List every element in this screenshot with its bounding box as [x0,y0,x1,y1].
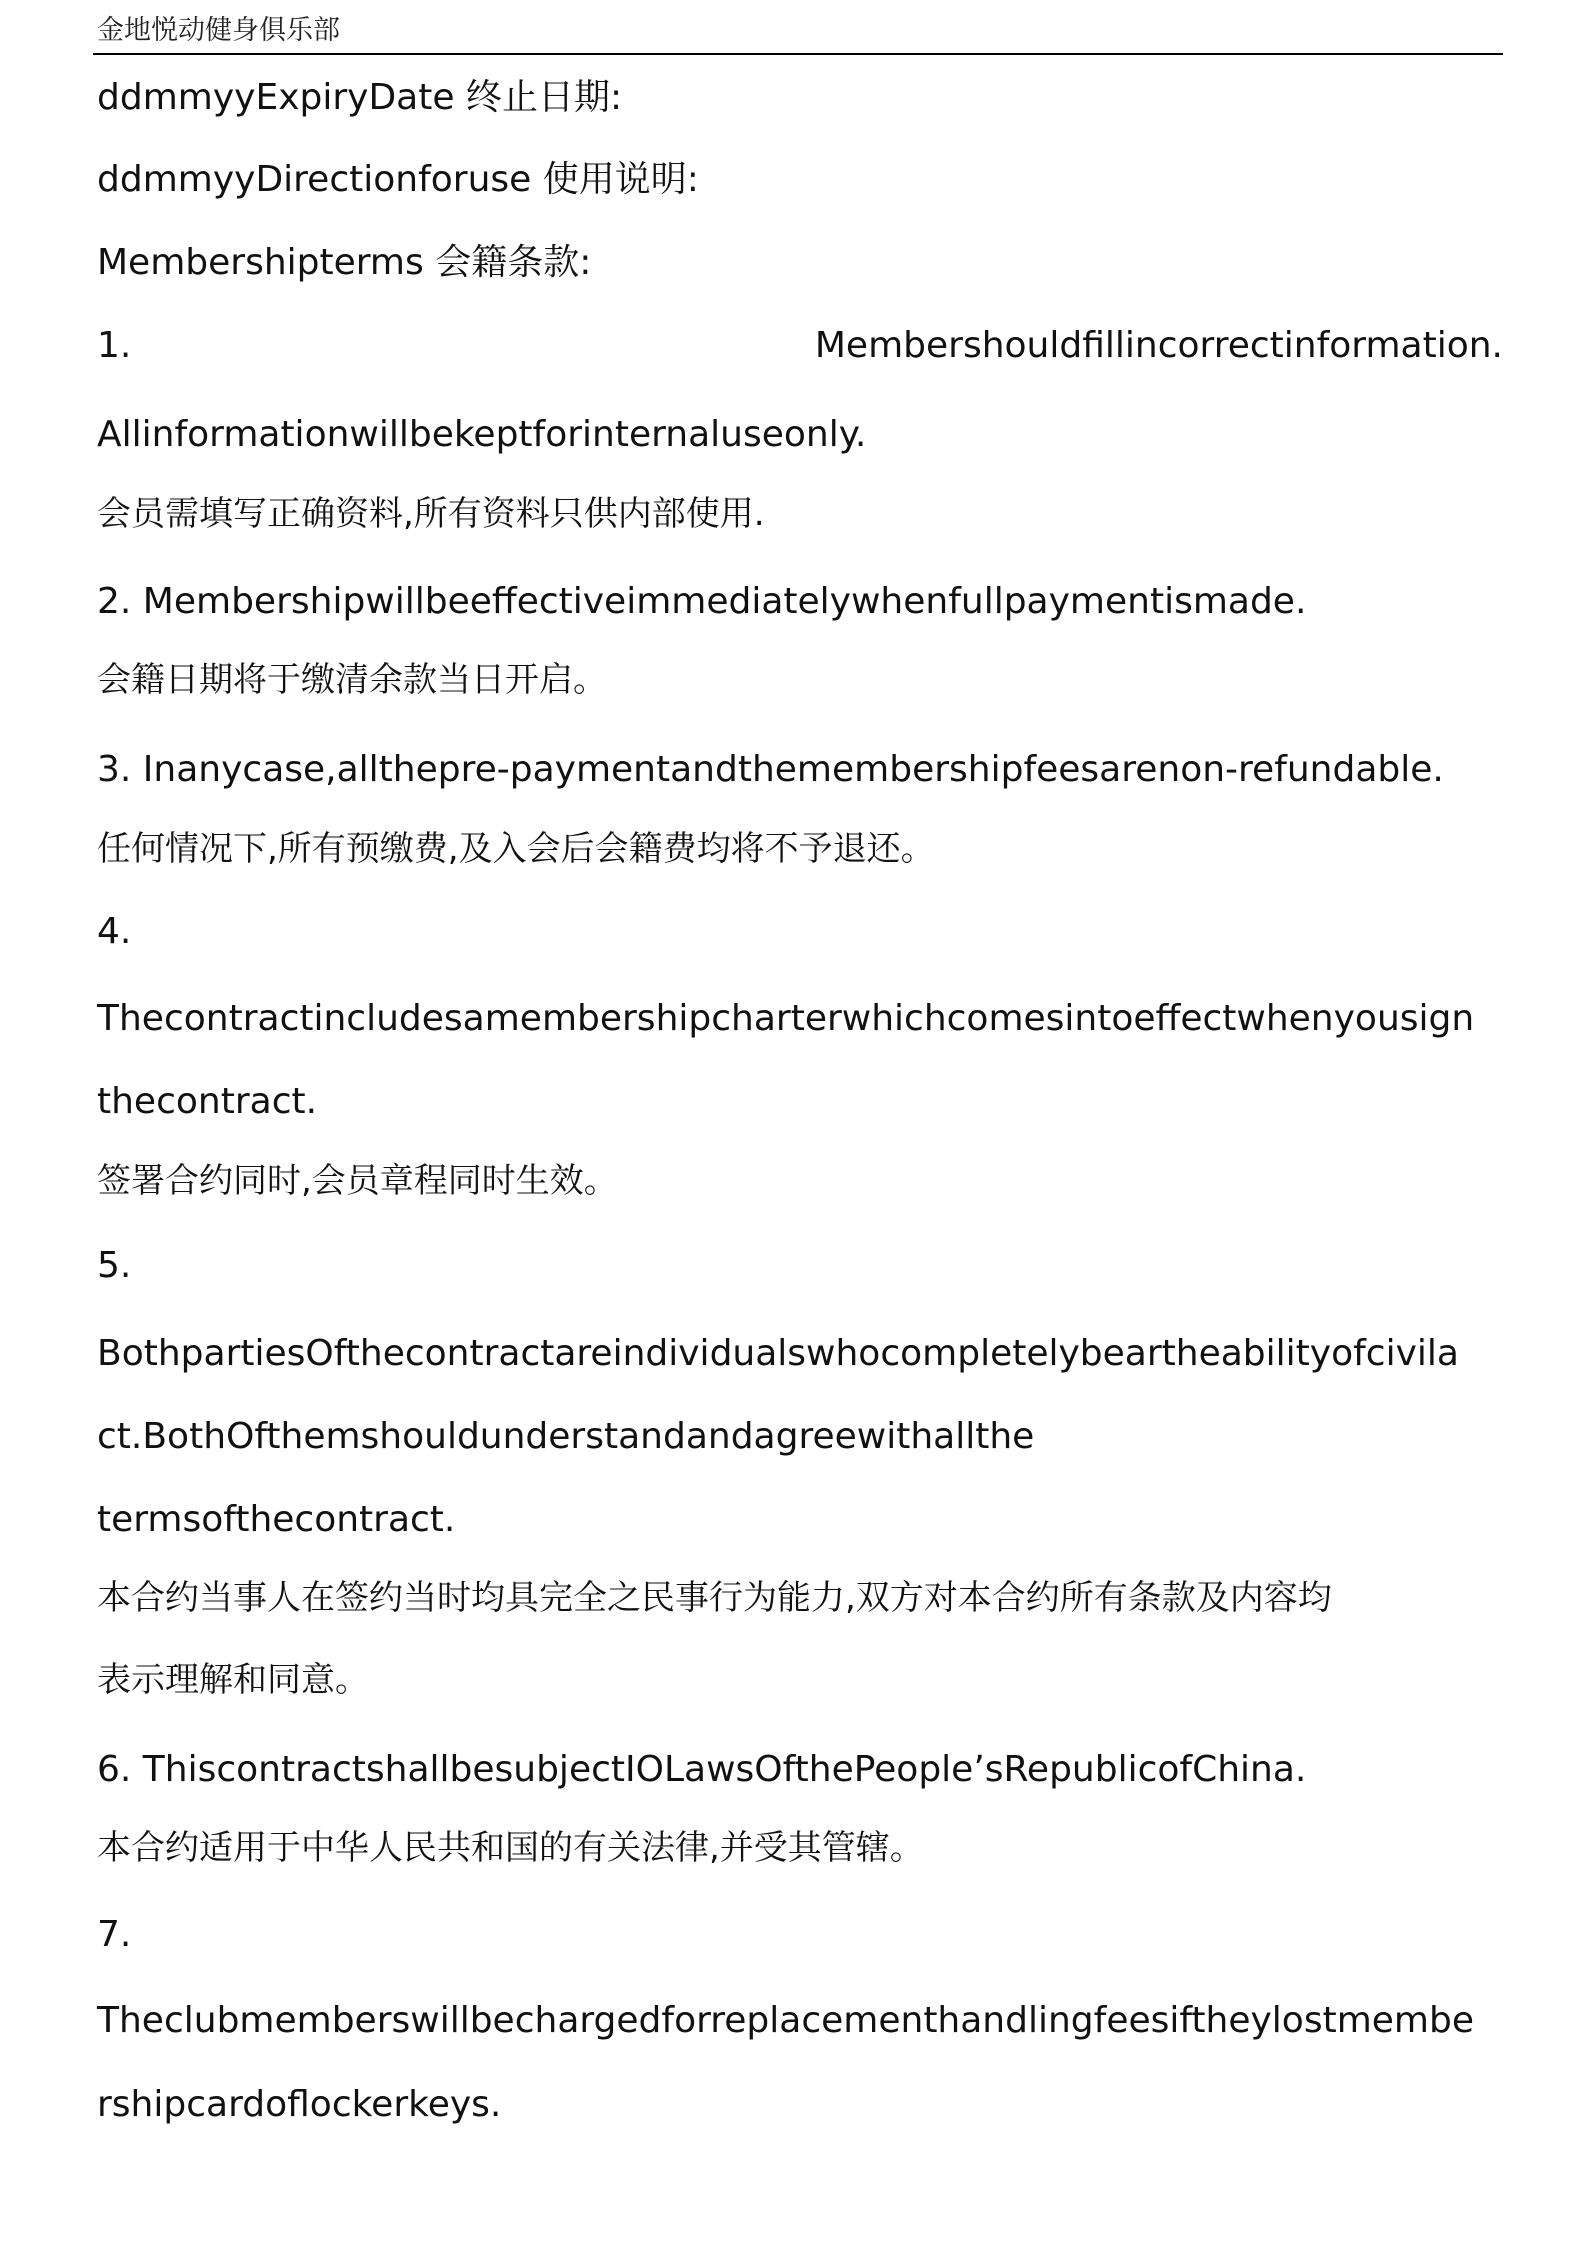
membership-terms-heading: Membershipterms 会籍条款: [97,242,592,283]
term-5-chinese: 本合约当事人在签约当时均具完全之民事行为能力,双方对本合约所有条款及内容均 [97,1578,1332,1618]
term-7-text: Theclubmemberswillbechargedforreplacementhandlingfeesiftheylostmembe [97,2000,1474,2041]
page-header [93,10,1503,55]
term-1-text-continued: Allinformationwillbekeptforinternaluseonly. [97,414,867,455]
expiry-date-line: ddmmyyExpiryDate 终止日期: [97,77,623,118]
term-5-chinese-continued: 表示理解和同意。 [97,1660,369,1700]
term-5-number: 5. [97,1245,132,1286]
term-5-text: BothpartiesOfthecontractareindividualswhocompletelybeartheabilityofcivila [97,1333,1459,1374]
header-title: 金地悦动健身俱乐部 [97,15,340,46]
term-1-first-line [97,322,1503,370]
term-7-text-continued: rshipcardoflockerkeys. [97,2084,502,2125]
term-3-chinese: 任何情况下,所有预缴费,及入会后会籍费均将不予退还。 [97,829,935,869]
term-5-text-end: termsofthecontract. [97,1499,456,1540]
term-3-text: 3. Inanycase,allthepre-paymentandthemembershipfeesarenon-refundable. [97,749,1444,790]
term-6-chinese: 本合约适用于中华人民共和国的有关法律,并受其管辖。 [97,1828,924,1868]
term-4-text-continued: thecontract. [97,1081,318,1122]
term-4-chinese: 签署合约同时,会员章程同时生效。 [97,1161,618,1201]
term-1-number: 1. [97,325,132,366]
term-1-chinese: 会员需填写正确资料,所有资料只供内部使用. [97,494,765,534]
term-2-text: 2. Membershipwillbeeffectiveimmediatelywhenfullpaymentismade. [97,581,1307,622]
term-7-number: 7. [97,1914,132,1955]
term-2-chinese: 会籍日期将于缴清余款当日开启。 [97,660,607,700]
term-1-text: Membershouldfillincorrectinformation. [814,325,1503,366]
term-6-text: 6. ThiscontractshallbesubjectIOLawsOfthePeople’sRepublicofChina. [97,1749,1307,1790]
term-5-text-continued: ct.BothOfthemshouldunderstandandagreewithallthe [97,1416,1035,1457]
direction-for-use-line: ddmmyyDirectionforuse 使用说明: [97,159,699,200]
term-4-text: Thecontractincludesamembershipcharterwhichcomesintoeffectwhenyousign [97,998,1475,1039]
term-4-number: 4. [97,911,132,952]
